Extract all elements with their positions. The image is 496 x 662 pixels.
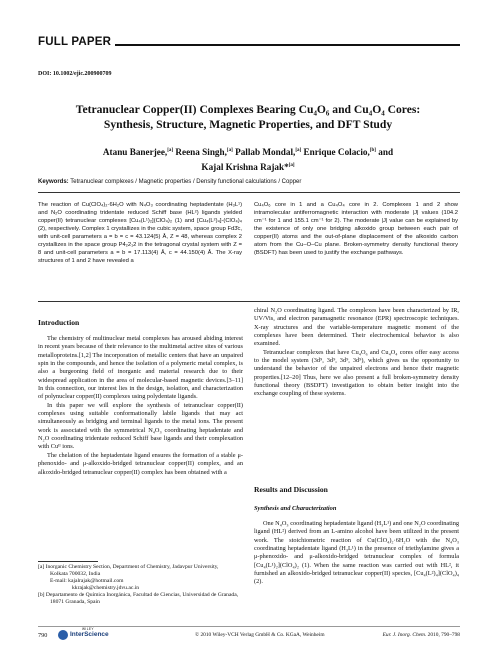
introduction-text [38, 335, 243, 477]
affiliation-b-line-2: 18071 Granada, Spain [50, 599, 100, 606]
keywords-label: Keywords: [38, 179, 69, 185]
abstract-right: Cu₄O₆ core in 1 and a Cu₄O₄ core in 2. Complexes 1 and 2 show intramolecular antiferromagnetic interaction with moderate |J| values (104.2 cm⁻¹ for 1 and 155.1 cm⁻¹ for 2). The moderate |J| value can be explained by the existence of only one bridging alkoxido group between each pair of copper(II) atoms and the out-of-plane displacement of the alkoxido carbon atom from the Cu–O–Cu plane. Broken-symmetry density functional theory (BSDFT) has been used to justify the exchange pathways. [254, 202, 458, 257]
keywords [38, 178, 460, 186]
author-5-aff: [a] [288, 163, 295, 169]
title-line-1: Tetranuclear Copper(II) Complexes Bearing Cu₄O₆ and Cu₄O₄ Cores: [75, 103, 421, 116]
synthesis-text [254, 520, 459, 587]
synthesis-paragraph: One N₄O₃ coordinating heptadentate ligand (H₃L¹) and one N₂O coordinating ligand (HL²) derived from an L-amino alcohol have been utilized in the present work. The stoichiometric reaction of Cu(ClO₄)₂·6H₂O with the N₄O₃ coordinating heptadentate ligand (H₃L¹) in the presence of triethylamine gives a μ-phenoxido- and μ-alkoxido-bridged tetranuclear complex of formula [Cu₄(L¹)₂](ClO₄)₂ (1). When the same reaction was carried out with HL², it furnished an alkoxido-bridged tetranuclear copper(II) species, [Cu₄(L²)₄](ClO₄)₄ (2). [254, 520, 459, 586]
intro-paragraph-2: In this paper we will explore the synthesis of tetranuclear copper(II) complexes using suitable conformationally labile ligands that may act simultaneously as bridging and terminal ligands to the metal ions. The present work is associated with the symmetrical N₄O₃ coordinating heptadentate and N₂O coordinating tridentate reduced Schiff base ligands and their complexation with Cuᴵᴵ ions. [38, 401, 243, 451]
article-title [20, 102, 476, 132]
author-list [30, 144, 466, 174]
page-number: 790 [38, 632, 48, 639]
logo-wiley: WILEY [82, 627, 94, 631]
header-rule [115, 44, 460, 46]
author-5: Kajal Krishna Rajak* [201, 162, 289, 173]
journal-year-pages: 2010, 790–798 [427, 632, 460, 638]
introduction-heading: Introduction [38, 318, 80, 327]
author-1: Atanu Banerjee, [102, 147, 168, 158]
title-line-2: Synthesis, Structure, Magnetic Properties, and DFT Study [103, 118, 393, 131]
interscience-logo [56, 626, 116, 644]
intro-paragraph-3: The chelation of the heptadentate ligand ensures the formation of a stable μ-phenoxido- and μ-alkoxido-bridged tetranuclear copper(II) complex, and an alkoxido-bridged tetranuclear copper(II) complex has been obtained with a [38, 451, 243, 476]
affiliation-a-line-1: [a] Inorganic Chemistry Section, Department of Chemistry, Jadavpur University, [38, 564, 219, 570]
journal-citation [383, 632, 460, 638]
affiliations [38, 564, 243, 607]
abstract-left: The reaction of Cu(ClO₄)₂·6H₂O with N₄O₃ coordinating heptadentate (H₃L¹) and N₂O coordinating tridentate reduced Schiff base (HL²) ligands yielded copper(II) tetranuclear complexes [Cu₄(L¹)₂](ClO₄)₂ (1) and [Cu₄(L²)₄]-(ClO₄)₄ (2), respectively. Complex 1 crystallizes in the cubic system, space group Fd3̄c, with unit-cell parameters a = b = c = 43.124(5) Å, Z = 48, whereas complex 2 crystallizes in the space group P4₂2₁2 in the tetragonal crystal system with Z = 8 and unit-cell parameters a = b = 17.113(4) Å, c = 44.150(4) Å. The X-ray structures of 1 and 2 have revealed a [38, 202, 242, 265]
author-4-aff: [b] [369, 148, 376, 153]
synthesis-subheading: Synthesis and Characterization [254, 505, 337, 512]
keywords-text: Tetranuclear complexes / Magnetic properties / Density functional calculations / Copper [70, 179, 302, 185]
author-1-aff: [a] [167, 148, 174, 153]
author-4: Enrique Colacio, [303, 147, 370, 158]
right-column-intro [254, 307, 459, 399]
affiliation-a-email-1[interactable]: E-mail: kajalrajak@hotmail.com [50, 578, 124, 585]
results-heading: Results and Discussion [254, 485, 328, 494]
author-2-aff: [a] [226, 148, 233, 153]
affiliation-rule [38, 561, 98, 562]
globe-icon [58, 630, 68, 640]
right-paragraph-2: Tetranuclear complexes that have Cu₄O₆ and Cu₄O₄ cores offer easy access to the model system (3d⁹, 3d⁹, 3d⁹, 3d⁹), which gives us the opportunity to understand the behavior of the unpaired electrons and hence their magnetic properties.[12–20] Thus, here we also present a full broken-symmetry density functional theory (BSDFT) investigation to obtain better insight into the exchange coupling of these systems. [254, 348, 459, 398]
author-3-aff: [a] [295, 148, 302, 153]
right-paragraph-1: chiral N₂O coordinating ligand. The complexes have been characterized by IR, UV/Vis, and electron paramagnetic resonance (EPR) spectroscopic techniques. X-ray structures and the variable-temperature magnetic moment of the complexes have been determined. Their electrochemical behavior is also examined. [254, 307, 459, 348]
journal-name: Eur. J. Inorg. Chem. [382, 632, 427, 638]
doi[interactable]: DOI: 10.1002/ejic.200900709 [38, 71, 112, 77]
author-and: and [378, 147, 394, 158]
affiliation-a-line-2: Kolkata 700032, India [50, 571, 101, 578]
copyright: © 2010 Wiley-VCH Verlag GmbH & Co. KGaA, Weinheim [195, 632, 325, 638]
intro-paragraph-1: The chemistry of multinuclear metal complexes has aroused abiding interest in recent years because of their relevance to the multimetal active sites of various metalloproteins.[1,2] The incorporation of metallic centers that have an unpaired spin in the compounds, and hence the isolation of a polymeric metal complex, is also a burgeoning field of inorganic and material research due to their widespread application in the area of molecular-based magnetic devices.[3–11] In this connection, our interest lies in the design, isolation, and characterization of polynuclear copper(II) complexes using polydentate ligands. [38, 335, 243, 401]
affiliation-a-email-2[interactable]: kkrajak@chemistry.jdvu.ac.in [72, 585, 140, 592]
author-2: Reena Singh, [175, 147, 227, 158]
author-3: Pallab Mondal, [235, 147, 296, 158]
abstract-bottom-rule [38, 301, 460, 302]
abstract-top-rule [38, 192, 460, 193]
section-header: FULL PAPER [38, 36, 112, 48]
affiliation-b-line-1: [b] Departamento de Química Inorgánica, Facultad de Ciencias, Universidad de Granada, [38, 592, 239, 599]
logo-interscience: InterScience [70, 631, 109, 638]
